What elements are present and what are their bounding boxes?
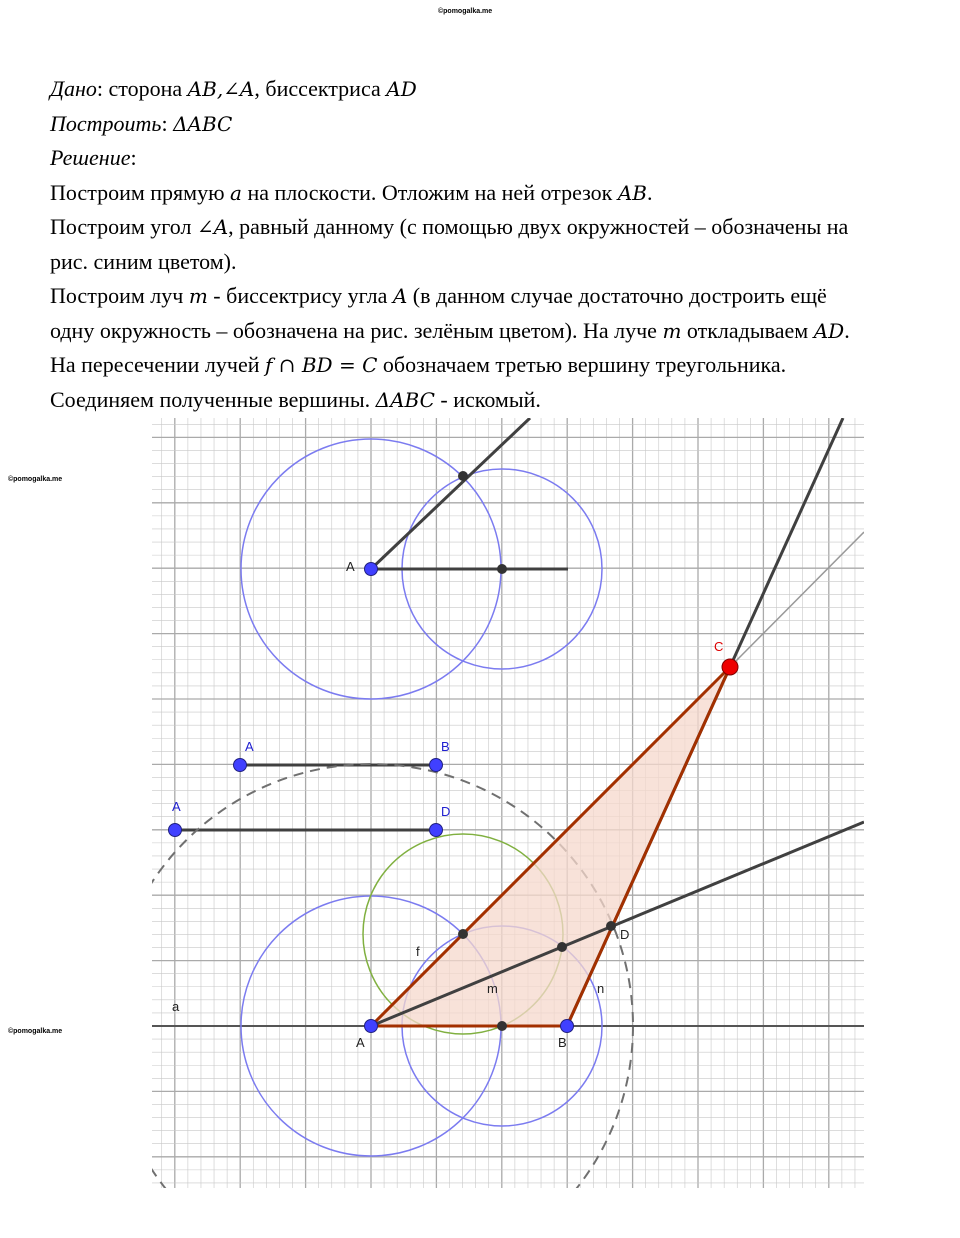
watermark-left-lower: ©pomogalka.me: [8, 1028, 63, 1035]
step-line-6: На пересечении лучей f ∩ BD = C обозначаем третью вершину треугольника.: [50, 352, 787, 377]
point-b: [561, 1020, 574, 1033]
step-line-1: Построим прямую a на плоскости. Отложим на ней отрезок AB.: [50, 179, 653, 205]
label-seg1-a: A: [245, 739, 254, 754]
point-top-intersection: [458, 471, 468, 481]
label-point-a: A: [356, 1035, 365, 1050]
point-a: [365, 1020, 378, 1033]
step-line-2: Построим угол ∠A, равный данному (с помощью двух окружностей – обозначены на: [50, 214, 849, 239]
label-c: C: [714, 639, 724, 654]
point-d: [606, 921, 616, 931]
point-f-intersection: [458, 929, 468, 939]
label-seg2-d: D: [441, 804, 451, 819]
label-d: D: [620, 927, 630, 942]
watermark-left-upper: ©pomogalka.me: [8, 476, 63, 483]
step-line-7: Соединяем полученные вершины. ΔABC - искомый.: [50, 386, 541, 412]
point-seg1-b: [430, 759, 443, 772]
solution-heading: Решение:: [50, 145, 137, 170]
label-seg2-a: A: [172, 799, 181, 814]
label-a: a: [172, 999, 180, 1014]
point-seg1-a: [234, 759, 247, 772]
watermark-top: ©pomogalka.me: [438, 8, 493, 15]
label-n: n: [597, 981, 605, 996]
point-seg2-a: [169, 824, 182, 837]
point-ab-mid: [497, 1021, 507, 1031]
point-top-a: [365, 563, 378, 576]
step-line-4: Построим луч m - биссектрису угла A (в данном случае достаточно достроить ещё: [50, 283, 827, 308]
label-seg1-b: B: [441, 739, 450, 754]
point-m-intersection: [557, 942, 567, 952]
point-seg2-d: [430, 824, 443, 837]
label-m: m: [487, 981, 498, 996]
label-f: f: [416, 944, 420, 959]
step-line-5: одну окружность – обозначена на рис. зелёным цветом). На луче m откладываем AD.: [50, 317, 850, 343]
step-line-3: рис. синим цветом).: [50, 248, 237, 274]
point-top-side: [497, 564, 507, 574]
given-line: Дано: сторона AB,∠A, биссектриса AD: [50, 76, 417, 101]
point-c: [722, 659, 738, 675]
label-top-a: A: [346, 559, 355, 574]
construction-group: [109, 418, 864, 1238]
label-point-b: B: [558, 1035, 567, 1050]
construct-line: Построить: ΔABC: [50, 110, 233, 136]
